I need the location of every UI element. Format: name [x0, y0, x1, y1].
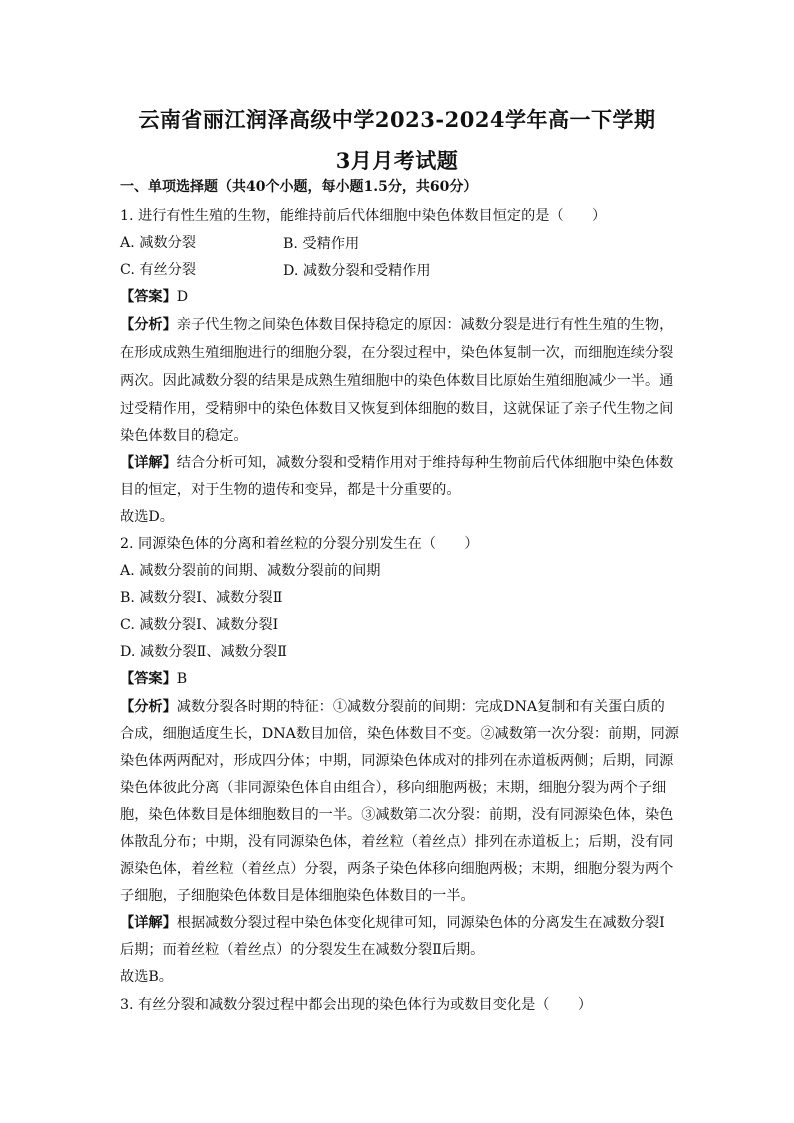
q2-answer: B [176, 671, 188, 687]
q3-stem: 3. 有丝分裂和减数分裂过程中都会出现的染色体行为或数目变化是（ ） [120, 997, 593, 1013]
q2-stem: 2. 同源染色体的分离和着丝粒的分裂分别发生在（ ） [120, 536, 479, 552]
q1-analysis-text: 亲子代生物之间染色体数目保持稳定的原因：减数分裂是进行有性生殖的生物， [176, 317, 674, 333]
q1-analysis-line-4: 过受精作用，受精卵中的染色体数目又恢复到体细胞的数目，这就保证了亲子代生物之间 [120, 401, 674, 417]
section-heading: 一、单项选择题（共40个小题，每小题1.5分，共60分） [120, 179, 478, 195]
q2-analysis-line-5: 胞，染色体数目是体细胞数目的一半。③减数第二次分裂：前期，没有同源染色体，染色 [120, 807, 674, 823]
q1-analysis-line-5: 染色体数目的稳定。 [120, 428, 248, 444]
q1-answer: D [176, 289, 189, 305]
analysis-tag: 【分析】 [120, 699, 177, 715]
q2-option-a: A. 减数分裂前的间期、减数分裂前的间期 [120, 563, 381, 579]
q2-analysis-line-1 [120, 697, 680, 717]
q2-option-c: C. 减数分裂Ⅰ、减数分裂Ⅰ [120, 617, 279, 633]
q2-analysis-line-4: 染色体彼此分离（非同源染色体自由组合），移向细胞两极；末期，细胞分裂为两个子细 [120, 780, 667, 796]
document-title-line2: 3月月考试题 [335, 148, 459, 173]
q1-option-c: C. 有丝分裂 [120, 262, 197, 278]
q2-answer-row [120, 669, 680, 689]
q2-analysis-line-3: 染色体两两配对，形成四分体；中期，同源染色体成对的排列在赤道板两侧；后期，同源 [120, 753, 674, 769]
q1-detail-line-1 [120, 453, 680, 473]
answer-tag: 【答案】 [120, 289, 177, 305]
q2-detail-text: 根据减数分裂过程中染色体变化规律可知，同源染色体的分离发生在减数分裂Ⅰ [176, 915, 665, 931]
detail-tag: 【详解】 [120, 455, 177, 471]
q2-option-d: D. 减数分裂Ⅱ、减数分裂Ⅱ [120, 644, 287, 660]
q2-analysis-line-6: 体散乱分布；中期，没有同源染色体，着丝粒（着丝点）排列在赤道板上；后期，没有同 [120, 834, 674, 850]
q1-analysis-line-3: 两次。因此减数分裂的结果是成熟生殖细胞中的染色体数目比原始生殖细胞减少一半。通 [120, 373, 674, 389]
q1-option-d: D. 减数分裂和受精作用 [283, 263, 431, 279]
detail-tag: 【详解】 [120, 915, 177, 931]
q1-analysis-line-1 [120, 315, 680, 335]
document-title-line1: 云南省丽江润泽高级中学2023-2024学年高一下学期 [138, 107, 656, 132]
q2-analysis-text: 减数分裂各时期的特征：①减数分裂前的间期：完成DNA复制和有关蛋白质的 [176, 699, 665, 715]
analysis-tag: 【分析】 [120, 317, 177, 333]
q2-analysis-line-2: 合成，细胞适度生长，DNA数目加倍，染色体数目不变。②减数第一次分裂：前期，同源 [120, 726, 679, 742]
q1-option-b: B. 受精作用 [283, 236, 360, 252]
q1-detail-line-2: 目的恒定，对于生物的遗传和变异，都是十分重要的。 [120, 482, 461, 498]
q2-detail-line-2: 后期；而着丝粒（着丝点）的分裂发生在减数分裂Ⅱ后期。 [120, 942, 485, 958]
q1-stem: 1. 进行有性生殖的生物，能维持前后代体细胞中染色体数目恒定的是（ ） [120, 208, 607, 224]
q1-detail-text: 结合分析可知，减数分裂和受精作用对于维持每种生物前后代体细胞中染色体数 [176, 455, 674, 471]
q2-conclusion: 故选B。 [120, 969, 173, 985]
q2-analysis-line-7: 源染色体，着丝粒（着丝点）分裂，两条子染色体移向细胞两极；末期，细胞分裂为两个 [120, 861, 674, 877]
q1-answer-row [120, 287, 680, 307]
q1-analysis-line-2: 在形成成熟生殖细胞进行的细胞分裂，在分裂过程中，染色体复制一次，而细胞连续分裂 [120, 345, 674, 361]
q2-option-b: B. 减数分裂Ⅰ、减数分裂Ⅱ [120, 590, 283, 606]
q2-detail-line-1 [120, 913, 680, 933]
q2-analysis-line-8: 子细胞，子细胞染色体数目是体细胞染色体数目的一半。 [120, 888, 475, 904]
answer-tag: 【答案】 [120, 671, 177, 687]
q1-option-a: A. 减数分裂 [120, 235, 197, 251]
q1-conclusion: 故选D。 [120, 509, 174, 525]
